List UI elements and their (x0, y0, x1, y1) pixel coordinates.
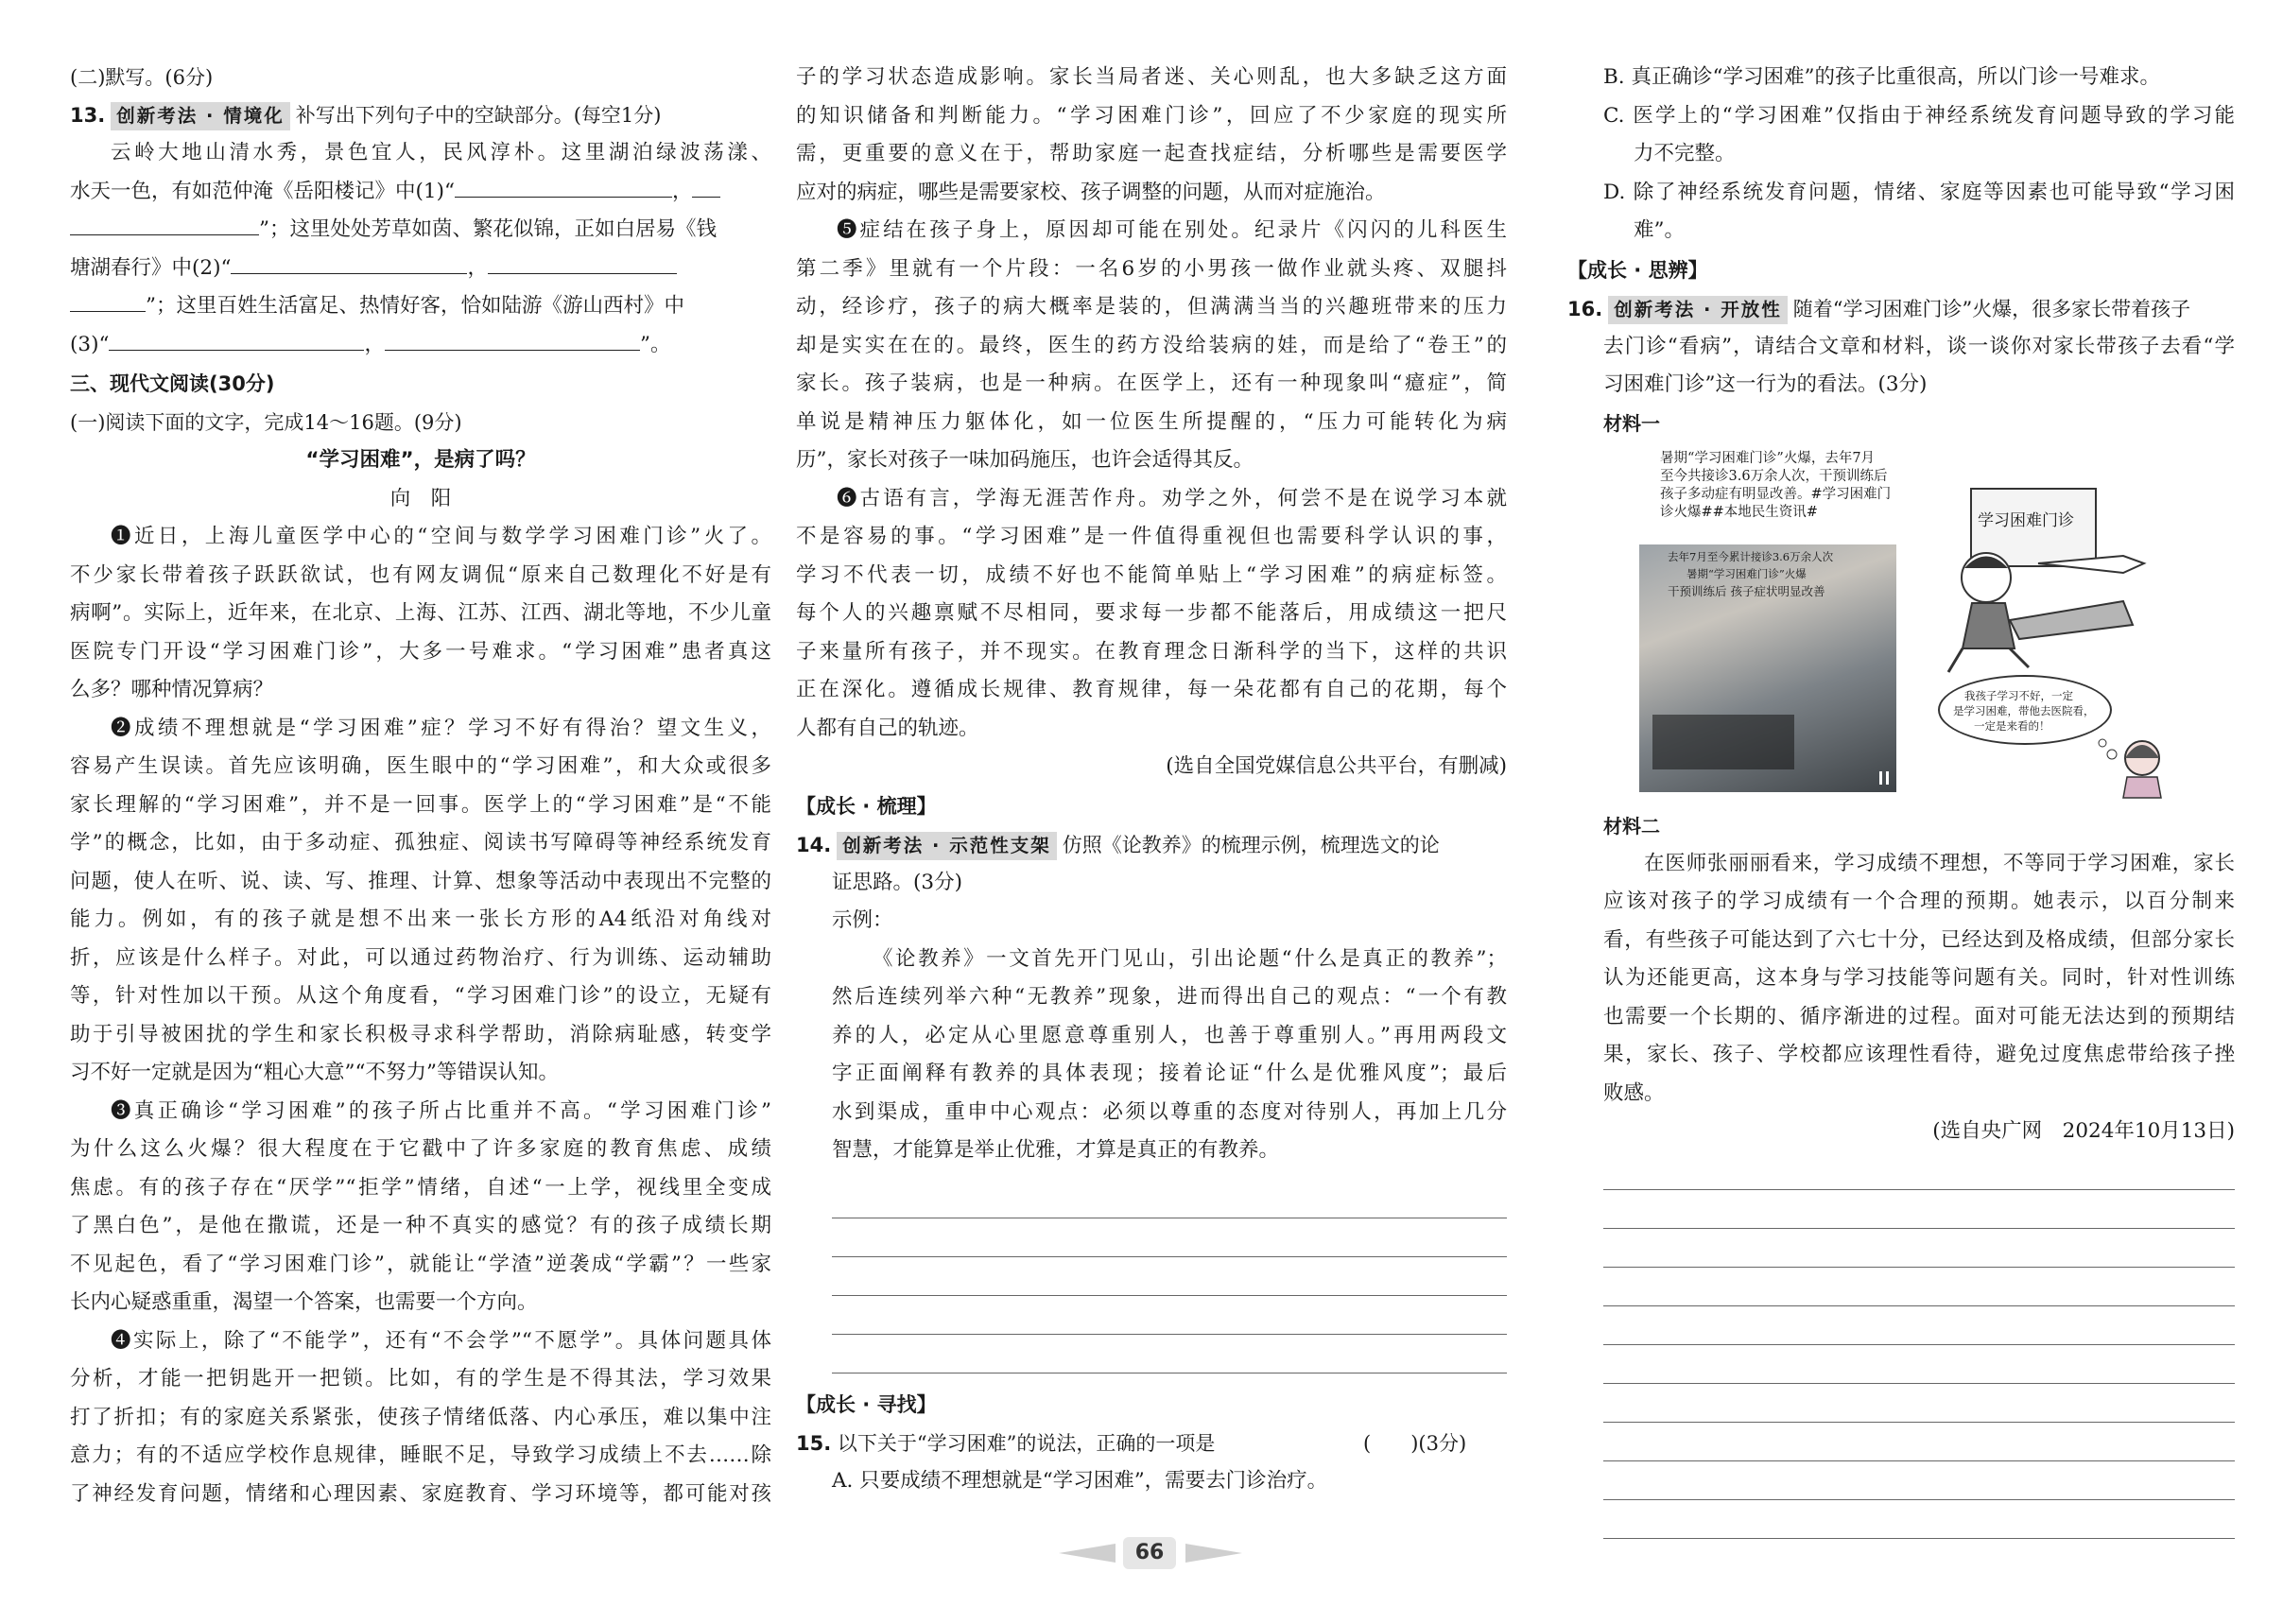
answer-line[interactable] (1603, 1461, 2235, 1500)
answer-line[interactable] (1603, 1384, 2235, 1423)
article-line: 动，经诊疗，孩子的病大概率是装的，但满满当当的兴趣班带来的压力 (796, 295, 1507, 319)
fill-blank[interactable] (455, 176, 672, 198)
article-line: 容易产生误读。首先应该明确，医生眼中的“学习困难”，和大众或很多 (70, 754, 771, 778)
article-line: 不少家长带着孩子跃跃欲试，也有网友调侃“原来自己数理化不好是有 (70, 562, 771, 587)
fill-blank[interactable] (385, 329, 640, 351)
article-line: 了黑白色”，是他在撒谎，还是一种不真实的感觉？有的孩子成绩长期 (70, 1214, 771, 1237)
article-line: 不是容易的事。“学习困难”是一件值得重视但也需要科学认识的事， (796, 525, 1507, 548)
article-line: 长内心疑惑重重，渴望一个答案，也需要一个方向。 (70, 1290, 538, 1314)
article-line: ❷成绩不理想就是“学习困难”症？学习不好有得治？望文生义， (111, 716, 771, 740)
material-2-label: 材料二 (1603, 814, 1660, 838)
question-15-options (1567, 59, 2235, 251)
question-stem: 仿照《论教养》的梳理示例，梳理选文的论 (1062, 833, 1440, 856)
example-body (796, 941, 1507, 1170)
answer-line[interactable] (1603, 1229, 2235, 1268)
fill-blank[interactable] (109, 329, 364, 351)
example-line: 智慧，才能算是举止优雅，才算是真正的有教养。 (832, 1138, 1280, 1162)
article-line: 子的学习状态造成影响。家长当局者迷、关心则乱，也大多缺乏这方面 (796, 65, 1507, 89)
fill-blank[interactable] (70, 214, 259, 235)
parent-cartoon-icon (2095, 724, 2171, 800)
article-line: ❹实际上，除了“不能学”，还有“不会学”“不愿学”。具体问题具体 (111, 1328, 771, 1353)
option-line: C. 医学上的“学习困难”仅指由于神经系统发育问题导致的学习能 (1603, 103, 2235, 128)
question-number: 15. (796, 1431, 832, 1455)
q13-line: ”；这里处处芳草如茵、繁花似锦，正如白居易《钱 (70, 211, 771, 250)
section-find-title: 【成长 · 寻找】 (796, 1392, 937, 1416)
question-13-stem (70, 96, 771, 134)
right-arrow-icon (1185, 1544, 1242, 1563)
q13-line: ”；这里百姓生活富足、热情好客，恰如陆游《游山西村》中 (70, 287, 771, 326)
question-15-stem (796, 1425, 1507, 1462)
question-16-stem (1567, 290, 2235, 328)
example-label: 示例： (832, 908, 893, 932)
article-line: 人都有自己的轨迹。 (796, 716, 979, 740)
article-body-continued (796, 59, 1507, 748)
answer-line[interactable] (1603, 1500, 2235, 1539)
article-line: 病啊”。实际上，近年来，在北京、上海、江苏、江西、湖北等地，不少儿童 (70, 601, 771, 625)
answer-line[interactable] (832, 1218, 1507, 1257)
article-author: 向 阳 (389, 486, 452, 510)
news-text: 孩子多动症有明显改善。#学习困难门 (1660, 486, 1892, 502)
article-line: 家长理解的“学习困难”，并不是一回事。医学上的“学习困难”是“不能 (70, 792, 771, 817)
fill-blank[interactable] (488, 252, 677, 274)
material-2-line: 也需要一个长期的、循序渐进的过程。面对可能无法达到的预期结 (1603, 1004, 2235, 1028)
section-sort-title: 【成长 · 梳理】 (796, 794, 937, 818)
option-line: 难”。 (1634, 218, 1685, 242)
material-2-source: (选自央广网 2024年10月13日) (1932, 1119, 2235, 1143)
article-line: 需，更重要的意义在于，帮助家庭一起查找症结，分析哪些是需要医学 (796, 142, 1507, 165)
photo-caption: 暑期“学习困难门诊”火爆 (1686, 566, 1807, 580)
article-line: 子来量所有孩子，并不现实。在教育理念日渐科学的当下，这样的共识 (796, 639, 1507, 664)
left-arrow-icon (1059, 1544, 1116, 1563)
q13-line: 水天一色，有如范仲淹《岳阳楼记》中(1)“ ， (70, 173, 771, 212)
material-2-line: 败感。 (1603, 1080, 1665, 1105)
question-stem: 随着“学习困难门诊”火爆，很多家长带着孩子 (1792, 297, 2191, 320)
answer-line[interactable] (1603, 1190, 2235, 1229)
question-number: 16. (1567, 297, 1603, 320)
question-tag: 创新考法 · 开放性 (1608, 296, 1788, 324)
article-line: 学习不代表一切，成绩不好也不能简单贴上“学习困难”的病症标签。 (796, 562, 1507, 587)
question-stem: 以下关于“学习困难”的说法，正确的一项是 (837, 1431, 1216, 1455)
material-1-label: 材料一 (1603, 411, 1660, 435)
question-number: 13. (70, 104, 106, 127)
question-number: 14. (796, 833, 832, 856)
article-line: 打了折扣；有的家庭关系紧张，使孩子情绪低落、内心承压，难以集中注 (70, 1405, 771, 1429)
article-line: 习不好一定就是因为“粗心大意”“不努力”等错误认知。 (70, 1061, 559, 1084)
article-title: “学习困难”，是病了吗？ (305, 448, 536, 472)
column-right (1567, 59, 2235, 1539)
q13-line: 云岭大地山清水秀，景色宜人，民风淳朴。这里湖泊绿波荡漾、 (111, 141, 771, 164)
article-line: 医院专门开设“学习困难门诊”，大多一号难求。“学习困难”患者真这 (70, 639, 771, 664)
bubble-line: 一定是来看的！ (1974, 718, 2050, 733)
clinic-sign-text: 学习困难门诊 (1978, 510, 2074, 530)
example-line: 养的人，必定从心里愿意尊重别人，也善于尊重别人。”再用两段文 (832, 1023, 1507, 1047)
answer-line[interactable] (832, 1296, 1507, 1335)
article-line: 应对的病症，哪些是需要家校、孩子调整的问题，从而对症施治。 (796, 180, 1386, 204)
fill-blank[interactable] (231, 252, 467, 274)
page-number: 66 (1123, 1537, 1176, 1569)
question-stem: 补写出下列句子中的空缺部分。(每空1分) (295, 104, 662, 127)
photo-caption: 干预训练后 孩子症状明显改善 (1668, 583, 1825, 598)
article-line: 第二季》里就有一个片段：一名6岁的小男孩一做作业就头疼、双腿抖 (796, 256, 1507, 281)
answer-line[interactable] (1603, 1268, 2235, 1306)
article-line: 历”，家长对孩子一味加码施压，也许会适得其反。 (796, 448, 1254, 472)
answer-line[interactable] (1603, 1423, 2235, 1461)
material-2-line: 认为还能更高，这本身与学习技能等问题有关。同时，针对性训练 (1603, 966, 2235, 990)
question-14-stem (796, 826, 1507, 864)
answer-line[interactable] (832, 1335, 1507, 1373)
article-line: 了神经发育问题，情绪和心理因素、家庭教育、学习环境等，都可能对孩 (70, 1481, 771, 1506)
column-middle (796, 59, 1507, 1500)
article-source: (选自全国党媒信息公共平台，有删减) (1166, 754, 1507, 778)
article-line: 单说是精神压力躯体化，如一位医生所提醒的，“压力可能转化为病 (796, 409, 1507, 434)
answer-area-16[interactable] (1603, 1151, 2235, 1539)
photo-caption: 去年7月至今累计接诊3.6万余人次 (1668, 549, 1834, 563)
section-think-title: 【成长 · 思辨】 (1567, 258, 1708, 282)
article-line: 分析，才能一把钥匙开一把锁。比如，有的学生是不得其法，学习效果 (70, 1367, 771, 1391)
question-14-stem-cont: 证思路。(3分) (832, 870, 962, 894)
article-line: 学”的概念，比如，由于多动症、孤独症、阅读书写障碍等神经系统发育 (70, 831, 771, 855)
cartoon-figures-icon (1896, 535, 2180, 677)
answer-line[interactable] (832, 1257, 1507, 1296)
option-line: D. 除了神经系统发育问题，情绪、家庭等因素也可能导致“学习困 (1603, 180, 2235, 204)
article-line: 每个人的兴趣禀赋不尽相同，要求每一步都不能落后，用成绩这一把尺 (796, 601, 1507, 625)
fill-blank[interactable] (70, 290, 146, 312)
question-16-line: 习困难门诊”这一行为的看法。(3分) (1603, 372, 1928, 396)
question-tag: 创新考法 · 情境化 (111, 102, 290, 130)
fill-blank[interactable] (692, 176, 720, 198)
article-line: 折，应该是什么样子。对此，可以通过药物治疗、行为训练、运动辅助 (70, 945, 771, 970)
material-2-line: 在医师张丽丽看来，学习成绩不理想，不等同于学习困难，家长 (1644, 851, 2235, 875)
bubble-line: 我孩子学习不好，一定 (1964, 688, 2073, 702)
article-line: 却是实实在在的。最终，医生的药方没给装病的娃，而是给了“卷王”的 (796, 333, 1507, 357)
article-line: 的知识储备和判断能力。“学习困难门诊”，回应了不少家庭的现实所 (796, 103, 1507, 128)
section-writing-title: (二)默写。(6分) (70, 66, 214, 89)
pause-icon (1879, 771, 1889, 785)
comic-illustration (1622, 450, 2180, 802)
article-line: 助于引导被困扰的学生和家长积极寻求科学帮助，消除病耻感，转变学 (70, 1022, 771, 1046)
material-2-body (1567, 845, 2235, 1114)
question-16-line: 去门诊“看病”，请结合文章和材料，谈一谈你对家长带孩子去看“学 (1603, 334, 2235, 358)
example-line: 《论教养》一文首先开门见山，引出论题“什么是真正的教养”； (873, 946, 1507, 971)
news-text: 诊火爆##本地民生资讯# (1660, 504, 1818, 520)
material-2-line: 看，有些孩子可能达到了六七十分，已经达到及格成绩，但部分家长 (1603, 927, 2235, 952)
answer-line[interactable] (1603, 1306, 2235, 1345)
article-line: 等，针对性加以干预。从这个角度看，“学习困难门诊”的设立，无疑有 (70, 984, 771, 1008)
material-2-line: 果，家长、孩子、学校都应该理性看待，避免过度焦虑带给孩子挫 (1603, 1043, 2235, 1066)
article-line: ❻古语有言，学海无涯苦作舟。劝学之外，何尝不是在说学习本就 (837, 486, 1507, 510)
answer-paren[interactable]: ( )(3分) (1363, 1431, 1467, 1455)
article-line: 么多？哪种情况算病？ (70, 678, 274, 701)
article-line: ❸真正确诊“学习困难”的孩子所占比重并不高。“学习困难门诊” (111, 1098, 771, 1123)
news-text: 暑期“学习困难门诊”火爆，去年7月 (1660, 450, 1876, 466)
article-line: ❶近日，上海儿童医学中心的“空间与数学学习困难门诊”火了。 (111, 525, 771, 548)
subsection-title: (一)阅读下面的文字，完成14～16题。(9分) (70, 411, 462, 434)
option-line: 力不完整。 (1634, 142, 1736, 165)
article-line: 问题，使人在听、说、读、写、推理、计算、想象等活动中表现出不完整的 (70, 869, 771, 893)
example-line: 然后连续列举六种“无教养”现象，进而得出自己的观点：“一个有教 (832, 985, 1507, 1009)
article-line: 不见起色，看了“学习困难门诊”，就能让“学渣”逆袭成“学霸”？一些家 (70, 1252, 771, 1276)
bubble-line: 是学习困难，带他去医院看， (1953, 703, 2095, 717)
article-line: 家长。孩子装病，也是一种病。在医学上，还有一种现象叫“癔症”，简 (796, 371, 1507, 395)
answer-line[interactable] (1603, 1345, 2235, 1384)
example-line: 字正面阐释有教养的具体表现；接着论证“什么是优雅风度”；最后 (832, 1062, 1507, 1085)
answer-line[interactable] (832, 1180, 1507, 1218)
column-left (70, 59, 771, 1513)
article-line: ❺症结在孩子身上，原因却可能在别处。纪录片《闪闪的儿科医生 (837, 218, 1507, 242)
material-2-line: 应该对孩子的学习成绩有一个合理的预期。她表示，以百分制来 (1603, 890, 2235, 913)
article-line: 能力。例如，有的孩子就是想不出来一张长方形的A4纸沿对角线对 (70, 907, 771, 931)
answer-area-14[interactable] (832, 1180, 1507, 1373)
option-line: B. 真正确诊“学习困难”的孩子比重很高，所以门诊一号难求。 (1603, 65, 2160, 89)
q13-line: (3)“ ， ”。 (70, 326, 771, 365)
article-line: 焦虑。有的孩子存在“厌学”“拒学”情绪，自述“一上学，视线里全变成 (70, 1175, 771, 1200)
article-line: 正在深化。遵循成长规律、教育规律，每一朵花都有自己的花期，每个 (796, 678, 1507, 701)
article-body (70, 518, 771, 1513)
news-photo (1639, 544, 1896, 792)
question-tag: 创新考法 · 示范性支架 (837, 832, 1057, 860)
answer-line[interactable] (1603, 1151, 2235, 1190)
example-line: 水到渠成，重申中心观点：必须以尊重的态度对待别人，再加上几分 (832, 1099, 1507, 1124)
news-text: 至今共接诊3.6万余人次，干预训练后 (1660, 468, 1888, 484)
article-line: 意力；有的不适应学校作息规律，睡眠不足，导致学习成绩上不去……除 (70, 1443, 771, 1467)
section-reading-title: 三、现代文阅读(30分) (70, 372, 275, 395)
article-line: 为什么这么火爆？很大程度在于它戳中了许多家庭的教育焦虑、成绩 (70, 1137, 771, 1161)
speech-bubble (1938, 675, 2112, 745)
option-a: A. 只要成绩不理想就是“学习困难”，需要去门诊治疗。 (832, 1468, 1328, 1493)
q13-line: 塘湖春行》中(2)“ ， (70, 250, 771, 288)
photo-overlay (1652, 715, 1794, 769)
